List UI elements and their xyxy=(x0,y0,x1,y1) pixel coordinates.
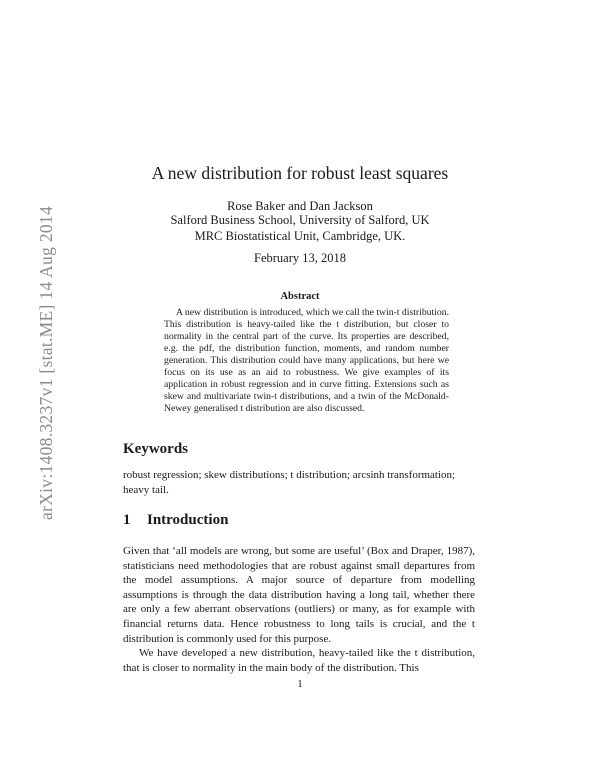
affiliation-mrc: MRC Biostatistical Unit, Cambridge, UK. xyxy=(194,229,406,243)
section-number: 1 xyxy=(123,512,131,528)
affiliation-salford: Salford Business School, University of Salford, UK xyxy=(170,213,430,227)
intro-paragraph-2: We have developed a new distribution, heavy-tailed like the t distribution, that is closer to normality in the main body of the distribution. This xyxy=(123,647,475,674)
abstract-text: A new distribution is introduced, which we call the twin-t distribution. This distribution is heavy-tailed like the t distribution, but closer to normality in the central part of the curve. Its properties are described, e.g. the pdf, the distribution function, moments, and random number generation. This distribution could have many applications, but here we focus on its use as an aid to robustness. We give examples of its application in robust regression and in curve fitting. Extensions such as skew and multivariate twin-t distributions, and a twin of the McDonald-Newey generalised t distribution are also discussed. xyxy=(164,307,449,414)
paper-title: A new distribution for robust least squares xyxy=(151,163,449,183)
section-title: Introduction xyxy=(147,512,229,528)
keywords-text: robust regression; skew distributions; t distribution; arcsinh transformation; heavy tail. xyxy=(123,469,456,496)
section-heading-introduction xyxy=(123,512,228,529)
paper-date: February 13, 2018 xyxy=(254,251,346,265)
intro-paragraph-1: Given that ‘all models are wrong, but some are useful’ (Box and Draper, 1987), statisticians need methodologies that are robust against small departures from the model assumptions. A major source of departure from modelling assumptions is through the data distribution having a long tail, whether there are only a few aberrant observations (outliers) or many, as for example with financial returns data. Hence robustness to long tails is crucial, and the t distribution is commonly used for this purpose. xyxy=(123,545,475,645)
abstract-heading: Abstract xyxy=(280,291,320,302)
introduction-body xyxy=(123,544,475,675)
page-number: 1 xyxy=(297,678,303,690)
authors: Rose Baker and Dan Jackson xyxy=(227,199,373,213)
arxiv-identifier-stamp: arXiv:1408.3237v1 [stat.ME] 14 Aug 2014 xyxy=(36,205,56,520)
keywords-heading: Keywords xyxy=(123,441,188,457)
